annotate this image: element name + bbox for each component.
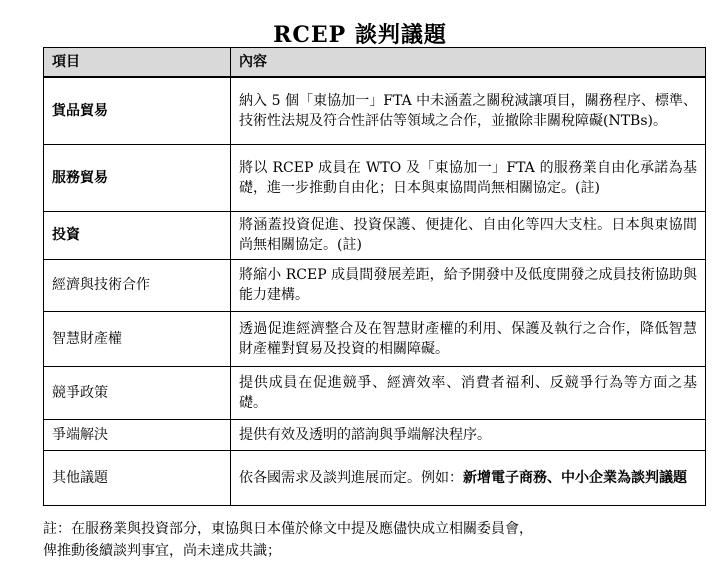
page-title: RCEP 談判議題 <box>273 22 447 48</box>
row-content: 將以 RCEP 成員在 WTO 及「東協加一」FTA 的服務業自由化承諾為基礎，進一步推動自由化；日本與東協間尚無相關協定。(註) <box>231 144 706 211</box>
table-row <box>44 144 706 211</box>
table-row <box>44 366 706 419</box>
row-content: 透過促進經濟整合及在智慧財產權的利用、保護及執行之合作，降低智慧財產權對貿易及投資的相關障礙。 <box>231 311 706 366</box>
footnote-line-1: 註：在服務業與投資部分，東協與日本僅於條文中提及應儘快成立相關委員會， <box>43 521 533 537</box>
rcep-topics-table <box>43 47 706 506</box>
row-item-econ-tech: 經濟與技術合作 <box>44 259 231 311</box>
header-content: 內容 <box>231 48 706 78</box>
table-header-row <box>44 48 706 78</box>
table-row <box>44 450 706 505</box>
row-content: 納入 5 個「東協加一」FTA 中未涵蓋之關稅減讓項目，關務程序、標準、技術性法規及符合性評估等領域之合作，並撤除非關稅障礙(NTBs)。 <box>231 77 706 144</box>
table-row <box>44 259 706 311</box>
row-item-services: 服務貿易 <box>44 144 231 211</box>
row-item-ip: 智慧財產權 <box>44 311 231 366</box>
footnote <box>43 518 705 562</box>
table-row <box>44 419 706 450</box>
row-content: 將縮小 RCEP 成員間發展差距，給予開發中及低度開發之成員技術協助與能力建構。 <box>231 259 706 311</box>
table-row <box>44 311 706 366</box>
row-item-goods: 貨品貿易 <box>44 77 231 144</box>
row-item-dispute: 爭端解決 <box>44 419 231 450</box>
row-content: 提供有效及透明的諮詢與爭端解決程序。 <box>231 419 706 450</box>
table-row <box>44 77 706 144</box>
table-row <box>44 211 706 259</box>
row-item-investment: 投資 <box>44 211 231 259</box>
row-content <box>231 450 706 505</box>
header-item: 項目 <box>44 48 231 78</box>
row-item-competition: 競爭政策 <box>44 366 231 419</box>
row-item-other: 其他議題 <box>44 450 231 505</box>
footnote-line-2: 俾推動後續談判事宜，尚未達成共識； <box>43 543 281 559</box>
row-content: 將涵蓋投資促進、投資保護、便捷化、自由化等四大支柱。日本與東協間尚無相關協定。(註) <box>231 211 706 259</box>
row-content-highlight: 新增電子商務、中小企業為談判議題 <box>463 469 687 486</box>
row-content-text: 依各國需求及談判進展而定。例如： <box>239 469 463 486</box>
row-content: 提供成員在促進競爭、經濟效率、消費者福利、反競爭行為等方面之基礎。 <box>231 366 706 419</box>
